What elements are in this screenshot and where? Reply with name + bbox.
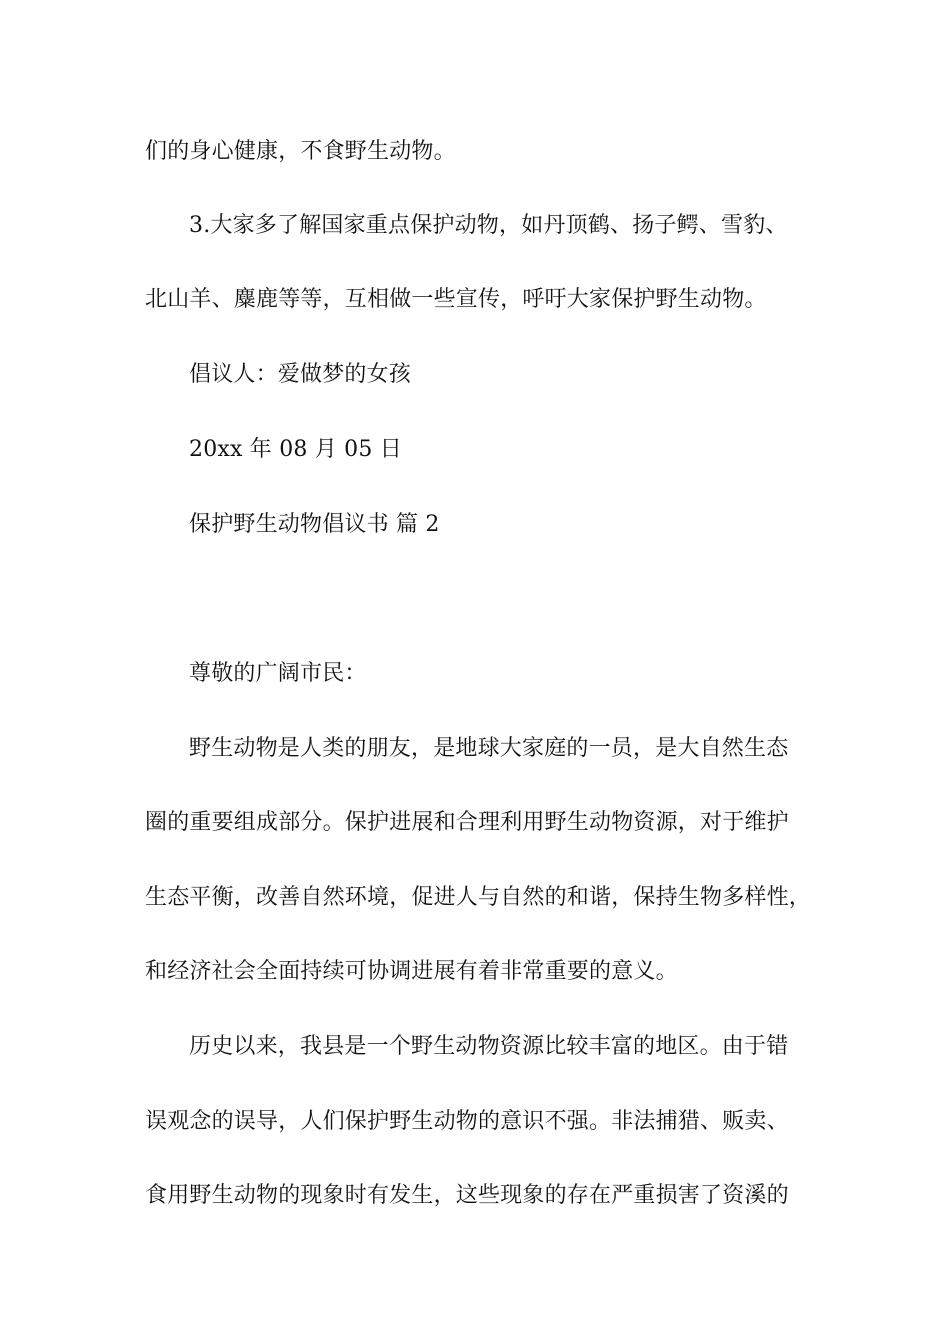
section-title: 保护野生动物倡议书 篇 2 [189, 512, 440, 537]
text-line: 们的身心健康，不食野生动物。 [145, 139, 456, 164]
text-line: 食用野生动物的现象时有发生，这些现象的存在严重损害了资溪的 [145, 1183, 789, 1208]
salutation: 尊敬的广阔市民： [189, 661, 367, 686]
text-line: 和经济社会全面持续可协调进展有着非常重要的意义。 [145, 959, 678, 984]
text-line: 野生动物是人类的朋友，是地球大家庭的一员，是大自然生态 [189, 736, 789, 761]
text-line: 生态平衡，改善自然环境，促进人与自然的和谐，保持生物多样性， [145, 885, 812, 910]
text-line: 3.大家多了解国家重点保护动物，如丹顶鹤、扬子鳄、雪豹、 [189, 213, 788, 238]
date-line: 20xx 年 08 月 05 日 [189, 437, 402, 462]
signatory-line: 倡议人：爱做梦的女孩 [189, 362, 412, 387]
text-line: 圈的重要组成部分。保护进展和合理利用野生动物资源，对于维护 [145, 810, 789, 835]
text-line: 北山羊、麋鹿等等，互相做一些宣传，呼吁大家保护野生动物。 [145, 287, 767, 312]
text-line: 历史以来，我县是一个野生动物资源比较丰富的地区。由于错 [189, 1034, 789, 1059]
text-line: 误观念的误导，人们保护野生动物的意识不强。非法捕猎、贩卖、 [145, 1109, 789, 1134]
